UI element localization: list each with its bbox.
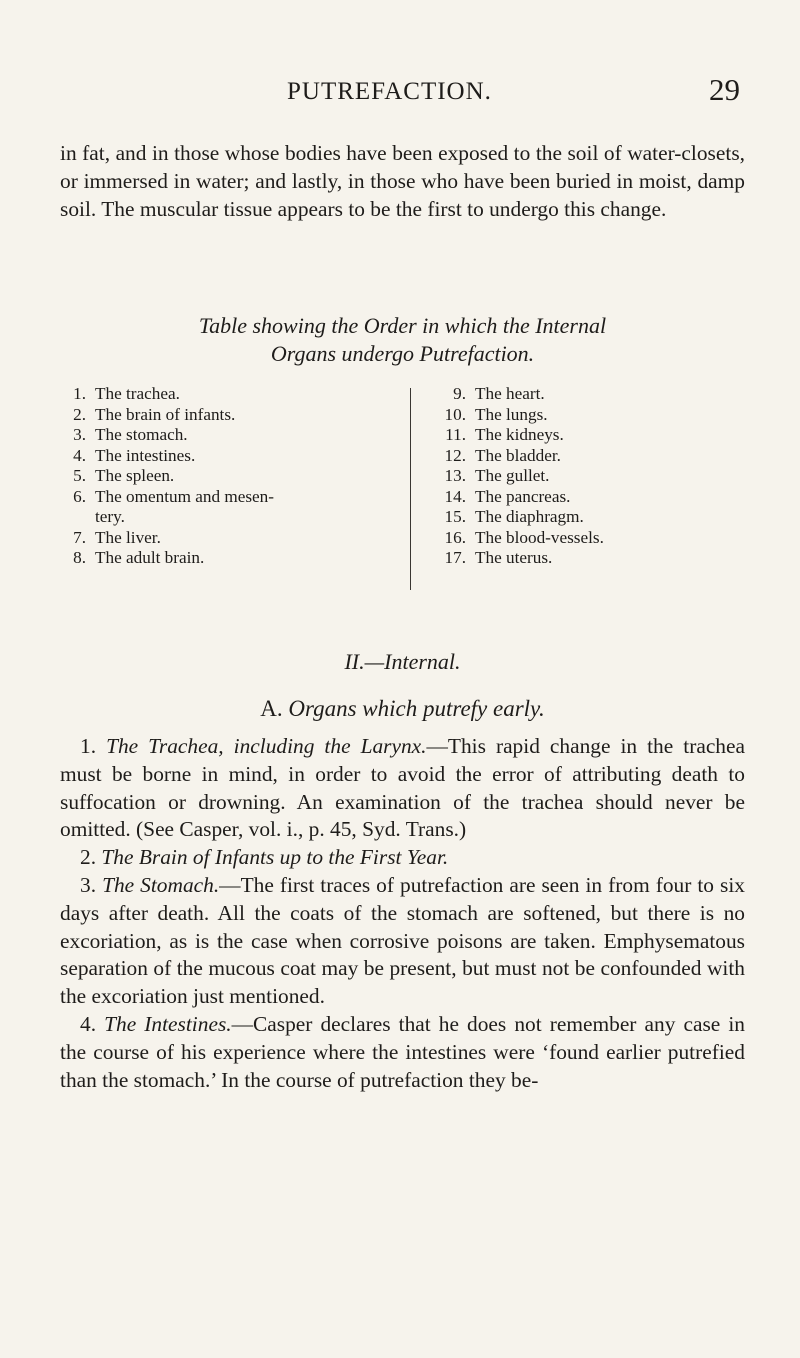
organ-column-left [60,384,370,569]
organ-number: 15. [444,507,466,526]
table-caption-line-1: Table showing the Order in which the Internal [198,313,607,338]
organ-item [60,405,370,426]
organ-number: 9. [453,384,466,403]
table-caption [60,312,745,368]
subsection-heading [60,696,745,722]
section-heading: II.—Internal. [344,649,461,674]
organ-number: 14. [444,486,466,506]
organ-number: 5. [73,466,86,485]
entry-trachea [60,733,745,844]
organ-number: 16. [444,527,466,547]
organ-item [440,405,720,426]
entry-title: The Brain of Infants up to the First Year. [101,845,449,870]
organ-item [60,425,370,446]
organ-number: 17. [444,548,466,567]
entry-title: The Stomach. [102,872,220,897]
organ-name: The intestines. [95,445,196,465]
organ-item [60,548,370,569]
entry-number: 4. [80,1011,97,1036]
organ-item [440,548,720,569]
organ-column-right [440,384,720,569]
organ-name: The uterus. [475,548,553,567]
organ-item [60,446,370,467]
organ-name: The omentum and mesen- [95,486,274,506]
organ-item [440,466,720,487]
running-head [60,72,740,110]
organ-name: The spleen. [95,466,175,485]
entry-text: —Casper declares that he does not remember any case in the course of his experience where the intestines were ‘found earlier putrefied than the stomach.’ In the course of putrefaction they be- [60,1011,745,1092]
organ-name: The liver. [95,527,161,547]
subsection-title: Organs which putrefy early. [288,696,545,721]
organ-item [440,425,720,446]
organ-item [60,487,370,508]
entry-text: —The first traces of putrefaction are seen in from four to six days after death. All the coats of the stomach are softened, but there is no excoriation, as is the case when corrosive poisons are taken. Emphysematous separation of the mucous coat may be present, but must not be confounded with the excoriation just mentioned. [60,872,745,1009]
organ-name: The pancreas. [475,486,571,506]
organ-name: The bladder. [475,445,561,465]
organ-number: 6. [73,486,86,506]
organ-item [440,384,720,405]
entry-number: 2. [80,845,97,870]
entry-title: The Trachea, including the Larynx. [106,734,427,758]
entry-stomach [60,872,745,1011]
organ-name: The trachea. [95,384,180,403]
organ-number: 8. [73,548,86,567]
entry-number: 1. [80,734,97,758]
organ-entries [60,733,745,1094]
organ-number: 11. [445,425,466,444]
organ-item [440,507,720,528]
table-caption-line-2: Organs undergo Putrefaction. [270,341,535,366]
organ-item [440,487,720,508]
organ-name: The stomach. [95,425,188,444]
organ-item [60,528,370,549]
organ-name: The kidneys. [475,425,564,444]
organ-name: The gullet. [475,466,550,485]
intro-paragraph: in fat, and in those whose bodies have been exposed to the soil of water-closets, or immersed in water; and lastly, in those who have been buried in moist, damp soil. The muscular tissue appears to be the first to undergo this change. [60,141,745,221]
organ-number: 1. [73,384,86,403]
organ-number: 2. [73,404,86,424]
organ-number: 13. [444,466,466,485]
organ-name: The lungs. [475,404,548,424]
organ-name-continuation: tery. [95,507,125,526]
organ-name: The heart. [475,384,545,403]
column-divider [410,388,411,590]
organ-number: 3. [73,425,86,444]
organ-name: The blood-vessels. [475,527,604,547]
page-number: 29 [709,72,740,107]
entry-number: 3. [80,872,97,897]
entry-text: —This rapid change in the trachea must be borne in mind, in order to avoid the error of attributing death to suffocation or drowning. An examination of the trachea should never be omitted. (See Casper, vol. i., p. 45, Syd. Trans.) [60,734,745,842]
organ-number: 7. [73,527,86,547]
entry-intestines [60,1011,745,1094]
organ-item [440,528,720,549]
organ-name: The brain of infants. [95,404,236,424]
running-title: PUTREFACTION. [287,78,492,105]
organ-name: The adult brain. [95,548,205,567]
entry-brain-of-infants [60,844,745,872]
organ-item [440,446,720,467]
subsection-letter: A. [260,696,283,721]
organ-number: 10. [444,404,466,424]
organ-number: 12. [444,445,466,465]
organ-item [60,466,370,487]
organ-name: The diaphragm. [475,507,584,526]
entry-title: The Intestines. [104,1011,232,1036]
organ-number: 4. [73,445,86,465]
organ-item [60,384,370,405]
